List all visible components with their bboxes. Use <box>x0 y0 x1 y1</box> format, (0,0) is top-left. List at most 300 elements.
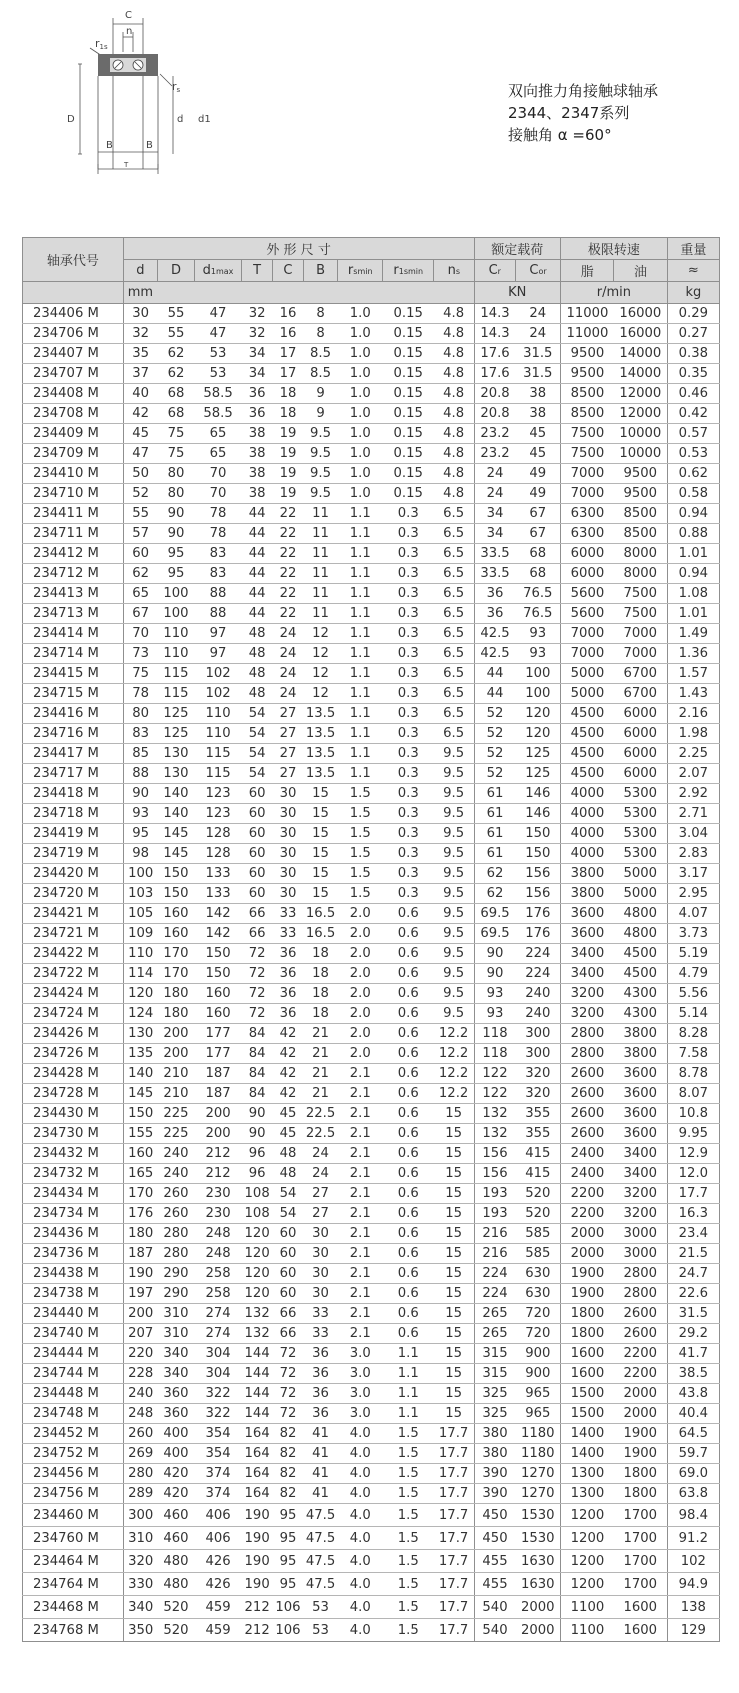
cell-d: 145 <box>158 844 195 864</box>
cell-ns: 12.2 <box>434 1044 474 1064</box>
cell-d: 67 <box>123 604 157 624</box>
cell-ns: 17.7 <box>434 1444 474 1464</box>
cell-b: 9.5 <box>303 464 337 484</box>
cell-cr: 540 <box>474 1596 515 1619</box>
cell-grease: 6000 <box>561 544 614 564</box>
cell-cr: 69.5 <box>474 924 515 944</box>
cell-c0r: 156 <box>516 884 561 904</box>
cell-code: 234732 M <box>23 1164 124 1184</box>
cell-r1s: 0.6 <box>383 924 434 944</box>
cell-wt: 1.57 <box>667 664 719 684</box>
cell-wt: 3.04 <box>667 824 719 844</box>
cell-d1: 212 <box>194 1164 241 1184</box>
cell-rs: 1.1 <box>338 724 383 744</box>
cell-d: 93 <box>123 804 157 824</box>
cell-rs: 2.0 <box>338 904 383 924</box>
cell-wt: 129 <box>667 1619 719 1642</box>
cell-c: 22 <box>273 504 304 524</box>
cell-rs: 1.0 <box>338 484 383 504</box>
cell-t: 144 <box>242 1364 273 1384</box>
cell-rs: 1.5 <box>338 844 383 864</box>
cell-cr: 122 <box>474 1064 515 1084</box>
cell-b: 36 <box>303 1364 337 1384</box>
cell-t: 32 <box>242 324 273 344</box>
cell-t: 132 <box>242 1324 273 1344</box>
cell-t: 212 <box>242 1619 273 1642</box>
cell-wt: 5.14 <box>667 1004 719 1024</box>
table-row <box>23 804 720 824</box>
table-row <box>23 1004 720 1024</box>
cell-code: 234736 M <box>23 1244 124 1264</box>
cell-cr: 14.3 <box>474 304 515 324</box>
cell-code: 234432 M <box>23 1144 124 1164</box>
cell-cr: 69.5 <box>474 904 515 924</box>
cell-b: 41 <box>303 1484 337 1504</box>
cell-wt: 24.7 <box>667 1264 719 1284</box>
cell-b: 16.5 <box>303 924 337 944</box>
cell-rs: 2.1 <box>338 1204 383 1224</box>
cell-wt: 4.07 <box>667 904 719 924</box>
cell-wt: 69.0 <box>667 1464 719 1484</box>
cell-d: 140 <box>158 784 195 804</box>
cell-cr: 265 <box>474 1304 515 1324</box>
cell-c: 95 <box>273 1527 304 1550</box>
cell-d1: 258 <box>194 1284 241 1304</box>
cell-c: 30 <box>273 884 304 904</box>
cell-rs: 3.0 <box>338 1384 383 1404</box>
cell-ns: 15 <box>434 1404 474 1424</box>
cell-c: 82 <box>273 1424 304 1444</box>
cell-d: 290 <box>158 1264 195 1284</box>
cell-t: 84 <box>242 1024 273 1044</box>
cell-d1: 187 <box>194 1064 241 1084</box>
cell-grease: 1800 <box>561 1324 614 1344</box>
cell-b: 30 <box>303 1264 337 1284</box>
cell-grease: 5000 <box>561 664 614 684</box>
cell-cr: 380 <box>474 1444 515 1464</box>
cell-d: 280 <box>158 1224 195 1244</box>
cell-oil: 8500 <box>614 524 667 544</box>
cell-d1: 230 <box>194 1184 241 1204</box>
cell-ns: 4.8 <box>434 324 474 344</box>
cell-ns: 17.7 <box>434 1464 474 1484</box>
cell-c0r: 1530 <box>516 1527 561 1550</box>
cell-c: 106 <box>273 1619 304 1642</box>
cell-d: 480 <box>158 1550 195 1573</box>
cell-code: 234715 M <box>23 684 124 704</box>
cell-rs: 1.0 <box>338 304 383 324</box>
cell-oil: 3000 <box>614 1244 667 1264</box>
cell-d: 45 <box>123 424 157 444</box>
cell-wt: 94.9 <box>667 1573 719 1596</box>
cell-rs: 2.0 <box>338 1004 383 1024</box>
cell-d1: 123 <box>194 804 241 824</box>
cell-rs: 2.0 <box>338 924 383 944</box>
cell-r1s: 0.6 <box>383 1284 434 1304</box>
cell-c: 19 <box>273 444 304 464</box>
table-row <box>23 944 720 964</box>
table-header <box>23 238 720 304</box>
cell-cr: 52 <box>474 724 515 744</box>
cell-wt: 7.58 <box>667 1044 719 1064</box>
cell-grease: 2200 <box>561 1184 614 1204</box>
cell-c0r: 320 <box>516 1084 561 1104</box>
cell-t: 190 <box>242 1504 273 1527</box>
cell-wt: 1.43 <box>667 684 719 704</box>
cell-t: 60 <box>242 804 273 824</box>
cell-wt: 40.4 <box>667 1404 719 1424</box>
cell-wt: 98.4 <box>667 1504 719 1527</box>
cell-c0r: 520 <box>516 1184 561 1204</box>
cell-cr: 36 <box>474 584 515 604</box>
cell-b: 15 <box>303 844 337 864</box>
cell-b: 53 <box>303 1619 337 1642</box>
cell-d: 200 <box>158 1044 195 1064</box>
cell-ns: 17.7 <box>434 1504 474 1527</box>
cell-oil: 9500 <box>614 464 667 484</box>
cell-wt: 59.7 <box>667 1444 719 1464</box>
cell-rs: 2.1 <box>338 1124 383 1144</box>
cell-rs: 2.1 <box>338 1144 383 1164</box>
table-row <box>23 1619 720 1642</box>
cell-wt: 22.6 <box>667 1284 719 1304</box>
cell-rs: 1.1 <box>338 704 383 724</box>
cell-code: 234419 M <box>23 824 124 844</box>
cell-grease: 2600 <box>561 1124 614 1144</box>
cell-oil: 6000 <box>614 704 667 724</box>
cell-code: 234434 M <box>23 1184 124 1204</box>
cell-c0r: 415 <box>516 1164 561 1184</box>
cell-rs: 3.0 <box>338 1344 383 1364</box>
cell-d: 260 <box>123 1424 157 1444</box>
cell-ns: 4.8 <box>434 304 474 324</box>
cell-r1s: 1.5 <box>383 1573 434 1596</box>
cell-b: 21 <box>303 1044 337 1064</box>
cell-wt: 43.8 <box>667 1384 719 1404</box>
cell-d1: 274 <box>194 1324 241 1344</box>
cell-d1: 459 <box>194 1619 241 1642</box>
cell-d: 180 <box>158 1004 195 1024</box>
cell-d1: 97 <box>194 644 241 664</box>
cell-code: 234412 M <box>23 544 124 564</box>
table-row <box>23 764 720 784</box>
cell-grease: 1500 <box>561 1384 614 1404</box>
cell-ns: 9.5 <box>434 864 474 884</box>
cell-d: 70 <box>123 624 157 644</box>
cell-d: 190 <box>123 1264 157 1284</box>
cell-d: 480 <box>158 1573 195 1596</box>
cell-c: 33 <box>273 904 304 924</box>
cell-d: 150 <box>123 1104 157 1124</box>
cell-c0r: 100 <box>516 684 561 704</box>
cell-r1s: 0.3 <box>383 584 434 604</box>
cell-t: 144 <box>242 1384 273 1404</box>
cell-b: 9 <box>303 404 337 424</box>
cell-b: 12 <box>303 664 337 684</box>
cell-rs: 2.0 <box>338 944 383 964</box>
cell-r1s: 0.15 <box>383 484 434 504</box>
table-row <box>23 1527 720 1550</box>
cell-d: 130 <box>123 1024 157 1044</box>
cell-cr: 193 <box>474 1204 515 1224</box>
cell-c: 16 <box>273 324 304 344</box>
cell-ns: 17.7 <box>434 1424 474 1444</box>
cell-d: 170 <box>158 964 195 984</box>
cell-code: 234424 M <box>23 984 124 1004</box>
cell-oil: 4300 <box>614 984 667 1004</box>
cell-b: 24 <box>303 1164 337 1184</box>
cell-d: 170 <box>158 944 195 964</box>
cell-grease: 2400 <box>561 1144 614 1164</box>
cell-wt: 12.9 <box>667 1144 719 1164</box>
cell-c: 27 <box>273 704 304 724</box>
cell-d: 240 <box>158 1164 195 1184</box>
title-line-2: 2344、2347系列 <box>508 104 630 122</box>
cell-b: 47.5 <box>303 1504 337 1527</box>
cell-oil: 2600 <box>614 1304 667 1324</box>
cell-rs: 2.0 <box>338 964 383 984</box>
table-row <box>23 1264 720 1284</box>
cell-cr: 33.5 <box>474 544 515 564</box>
cell-ns: 15 <box>434 1104 474 1124</box>
cell-grease: 2000 <box>561 1244 614 1264</box>
cell-t: 60 <box>242 884 273 904</box>
cell-d: 35 <box>123 344 157 364</box>
cell-d: 220 <box>123 1344 157 1364</box>
table-row <box>23 1244 720 1264</box>
cell-d: 52 <box>123 484 157 504</box>
cell-d: 176 <box>123 1204 157 1224</box>
cell-code: 234452 M <box>23 1424 124 1444</box>
cell-r1s: 0.15 <box>383 304 434 324</box>
cell-d1: 200 <box>194 1104 241 1124</box>
cell-d: 460 <box>158 1504 195 1527</box>
cell-d: 300 <box>123 1504 157 1527</box>
cell-d1: 110 <box>194 724 241 744</box>
cell-rs: 2.0 <box>338 984 383 1004</box>
cell-d1: 248 <box>194 1244 241 1264</box>
cell-d: 100 <box>158 584 195 604</box>
cell-c: 30 <box>273 824 304 844</box>
cell-c: 16 <box>273 304 304 324</box>
cell-wt: 5.19 <box>667 944 719 964</box>
cell-oil: 3600 <box>614 1124 667 1144</box>
table-row <box>23 1304 720 1324</box>
cell-grease: 1900 <box>561 1284 614 1304</box>
table-row <box>23 1550 720 1573</box>
cell-c: 36 <box>273 964 304 984</box>
cell-ns: 6.5 <box>434 684 474 704</box>
cell-code: 234414 M <box>23 624 124 644</box>
cell-ns: 6.5 <box>434 644 474 664</box>
cell-code: 234724 M <box>23 1004 124 1024</box>
cell-c: 18 <box>273 384 304 404</box>
cell-d: 165 <box>123 1164 157 1184</box>
cell-r1s: 0.6 <box>383 1084 434 1104</box>
cell-c0r: 355 <box>516 1124 561 1144</box>
cell-d1: 258 <box>194 1264 241 1284</box>
cell-b: 27 <box>303 1184 337 1204</box>
cell-cr: 216 <box>474 1224 515 1244</box>
cell-rs: 2.0 <box>338 1024 383 1044</box>
cell-grease: 4000 <box>561 844 614 864</box>
cell-d: 80 <box>123 704 157 724</box>
cell-d: 400 <box>158 1424 195 1444</box>
cell-oil: 3800 <box>614 1024 667 1044</box>
cell-r1s: 0.15 <box>383 324 434 344</box>
cell-c0r: 1270 <box>516 1464 561 1484</box>
cell-oil: 3600 <box>614 1104 667 1124</box>
table-row <box>23 1404 720 1424</box>
cell-d1: 150 <box>194 944 241 964</box>
cell-d: 62 <box>123 564 157 584</box>
title-block <box>508 80 658 146</box>
cell-t: 54 <box>242 704 273 724</box>
cell-b: 9.5 <box>303 484 337 504</box>
cell-cr: 156 <box>474 1164 515 1184</box>
cell-d: 340 <box>123 1596 157 1619</box>
bearing-spec-table <box>22 237 720 1642</box>
table-row <box>23 844 720 864</box>
cell-grease: 1300 <box>561 1464 614 1484</box>
cell-d: 200 <box>158 1024 195 1044</box>
cell-c: 22 <box>273 584 304 604</box>
cell-c: 19 <box>273 484 304 504</box>
cell-b: 15 <box>303 884 337 904</box>
cell-r1s: 1.5 <box>383 1527 434 1550</box>
cell-t: 32 <box>242 304 273 324</box>
cell-t: 66 <box>242 904 273 924</box>
cell-d: 248 <box>123 1404 157 1424</box>
cell-r1s: 0.6 <box>383 984 434 1004</box>
cell-d: 103 <box>123 884 157 904</box>
cell-wt: 2.83 <box>667 844 719 864</box>
cell-c0r: 2000 <box>516 1596 561 1619</box>
cell-r1s: 0.6 <box>383 1184 434 1204</box>
cell-rs: 2.1 <box>338 1304 383 1324</box>
cell-wt: 64.5 <box>667 1424 719 1444</box>
header-unit-mm: mm <box>123 282 474 304</box>
cell-rs: 1.5 <box>338 884 383 904</box>
cell-b: 47.5 <box>303 1550 337 1573</box>
table-row <box>23 1184 720 1204</box>
cell-wt: 8.28 <box>667 1024 719 1044</box>
cell-b: 15 <box>303 804 337 824</box>
cell-c: 60 <box>273 1284 304 1304</box>
cell-ns: 6.5 <box>434 724 474 744</box>
cell-d: 62 <box>158 364 195 384</box>
cell-ns: 4.8 <box>434 464 474 484</box>
cell-grease: 5000 <box>561 684 614 704</box>
cell-wt: 2.16 <box>667 704 719 724</box>
cell-rs: 1.1 <box>338 504 383 524</box>
cell-b: 22.5 <box>303 1104 337 1124</box>
cell-c0r: 45 <box>516 444 561 464</box>
table-row <box>23 1384 720 1404</box>
cell-wt: 0.57 <box>667 424 719 444</box>
cell-cr: 224 <box>474 1284 515 1304</box>
cell-ns: 9.5 <box>434 784 474 804</box>
cell-d: 115 <box>158 684 195 704</box>
cell-wt: 0.58 <box>667 484 719 504</box>
cell-cr: 33.5 <box>474 564 515 584</box>
cell-rs: 4.0 <box>338 1550 383 1573</box>
cell-grease: 1900 <box>561 1264 614 1284</box>
cell-oil: 6000 <box>614 724 667 744</box>
table-row <box>23 1044 720 1064</box>
cell-oil: 1600 <box>614 1596 667 1619</box>
cell-r1s: 0.15 <box>383 384 434 404</box>
cell-oil: 4500 <box>614 944 667 964</box>
cell-code: 234426 M <box>23 1024 124 1044</box>
cell-b: 30 <box>303 1284 337 1304</box>
cell-d: 68 <box>158 404 195 424</box>
cell-d1: 88 <box>194 604 241 624</box>
cell-grease: 4500 <box>561 744 614 764</box>
cell-b: 21 <box>303 1084 337 1104</box>
cell-grease: 7000 <box>561 644 614 664</box>
cell-oil: 2800 <box>614 1284 667 1304</box>
cell-d: 210 <box>158 1064 195 1084</box>
cell-grease: 1800 <box>561 1304 614 1324</box>
cell-d: 180 <box>123 1224 157 1244</box>
cell-c0r: 965 <box>516 1404 561 1424</box>
cell-t: 120 <box>242 1224 273 1244</box>
label-c: C <box>125 10 132 21</box>
cell-b: 47.5 <box>303 1527 337 1550</box>
cell-ns: 15 <box>434 1204 474 1224</box>
cell-d: 225 <box>158 1124 195 1144</box>
cell-r1s: 0.3 <box>383 644 434 664</box>
cell-cr: 52 <box>474 704 515 724</box>
cell-wt: 16.3 <box>667 1204 719 1224</box>
cell-code: 234734 M <box>23 1204 124 1224</box>
cell-d: 290 <box>158 1284 195 1304</box>
label-rs: rs <box>172 80 181 94</box>
cell-c0r: 300 <box>516 1024 561 1044</box>
header-d1: d1max <box>194 260 241 282</box>
cell-d: 40 <box>123 384 157 404</box>
cell-d: 135 <box>123 1044 157 1064</box>
cell-wt: 1.98 <box>667 724 719 744</box>
cell-d: 150 <box>158 884 195 904</box>
cell-b: 15 <box>303 864 337 884</box>
cell-d: 187 <box>123 1244 157 1264</box>
table-row <box>23 884 720 904</box>
cell-ns: 15 <box>434 1324 474 1344</box>
cell-code: 234409 M <box>23 424 124 444</box>
cell-rs: 4.0 <box>338 1484 383 1504</box>
cell-grease: 1200 <box>561 1573 614 1596</box>
cell-code: 234408 M <box>23 384 124 404</box>
cell-c0r: 240 <box>516 984 561 1004</box>
cell-d: 155 <box>123 1124 157 1144</box>
cell-c: 60 <box>273 1224 304 1244</box>
cell-r1s: 0.6 <box>383 1224 434 1244</box>
cell-ns: 9.5 <box>434 824 474 844</box>
cell-code: 234708 M <box>23 404 124 424</box>
cell-c0r: 125 <box>516 744 561 764</box>
cell-ns: 4.8 <box>434 344 474 364</box>
cell-b: 12 <box>303 684 337 704</box>
cell-t: 120 <box>242 1284 273 1304</box>
cell-d: 95 <box>158 544 195 564</box>
cell-r1s: 0.3 <box>383 564 434 584</box>
cell-b: 24 <box>303 1144 337 1164</box>
cell-d1: 142 <box>194 924 241 944</box>
cell-wt: 4.79 <box>667 964 719 984</box>
table-row <box>23 924 720 944</box>
